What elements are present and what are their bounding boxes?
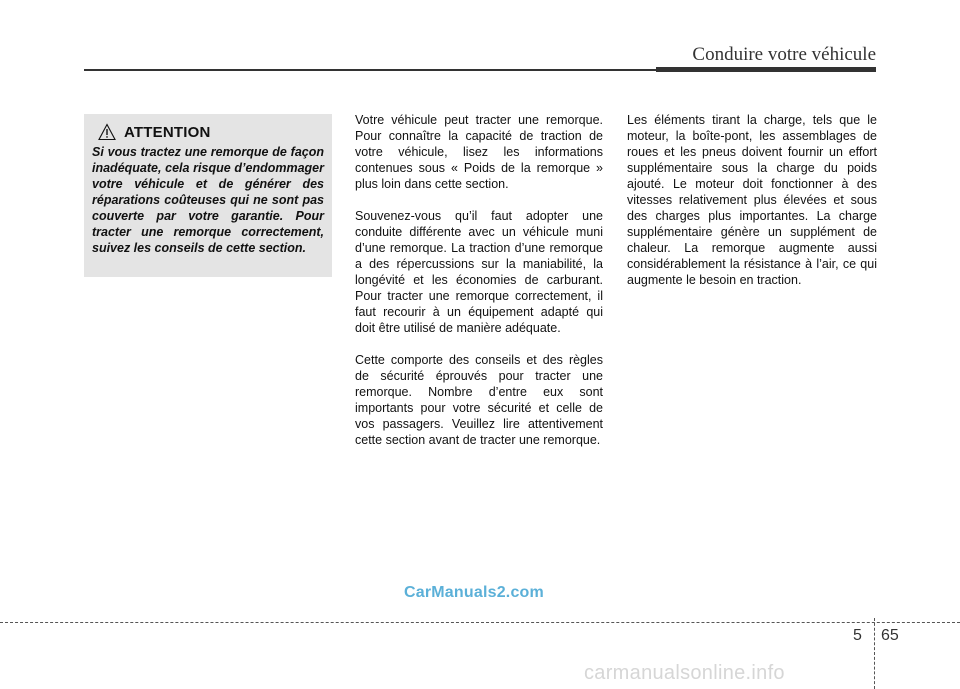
section-title: Conduire votre véhicule bbox=[692, 44, 876, 65]
page-number-divider bbox=[874, 618, 875, 689]
watermark-link[interactable]: CarManuals2.com bbox=[404, 584, 544, 601]
paragraph: Les éléments tirant la charge, tels que le moteur, la boîte-pont, les assemblages de roues et les pneus doivent fournir un effort supplémentaire sous la charge du poids ajouté. Le moteur doit fonctionner à des vitesses relativement plus élevées et sous des charges plus importantes. La charge supplémentaire génère un supplément de chaleur. La remorque augmente aussi considérablement la résistance à l’air, ce qui augmente le besoin en traction. bbox=[627, 113, 877, 287]
page-number: 65 bbox=[881, 627, 899, 644]
column-right bbox=[627, 112, 877, 304]
attention-text: Si vous tractez une remorque de façon inadéquate, cela risque d’endommager votre véhicule et de générer des réparations coûteuses qui ne sont pas couverte par votre garantie. Pour tracter une remorque correctement, suivez les conseils de cette section. bbox=[92, 145, 324, 255]
chapter-number: 5 bbox=[853, 627, 862, 644]
header-rule-accent bbox=[656, 67, 876, 72]
column-middle bbox=[355, 112, 603, 464]
attention-box bbox=[84, 114, 332, 277]
paragraph: Souvenez-vous qu’il faut adopter une conduite différente avec un véhicule muni d’une remorque. La traction d’une remorque a des répercussions sur la maniabilité, la longévité et les économies de carburant. Pour tracter une remorque correctement, il faut recourir à un équipement adapté qui doit être utilisé de manière adéquate. bbox=[355, 209, 603, 335]
paragraph: Cette comporte des conseils et des règles de sécurité éprouvés pour tracter une remorque. Nombre d’entre eux sont importants pour votre sécurité et celle de vos passagers. Veuillez lire attentivement cette section avant de tracter une remorque. bbox=[355, 353, 603, 447]
attention-header bbox=[98, 122, 324, 142]
footer-rule bbox=[0, 622, 960, 623]
attention-title: ATTENTION bbox=[124, 123, 211, 141]
paragraph: Votre véhicule peut tracter une remorque. Pour connaître la capacité de traction de votre véhicule, lisez les informations contenues sous « Poids de la remorque » plus loin dans cette section. bbox=[355, 113, 603, 191]
warning-triangle-icon bbox=[98, 123, 116, 141]
footer-watermark: carmanualsonline.info bbox=[584, 662, 785, 684]
